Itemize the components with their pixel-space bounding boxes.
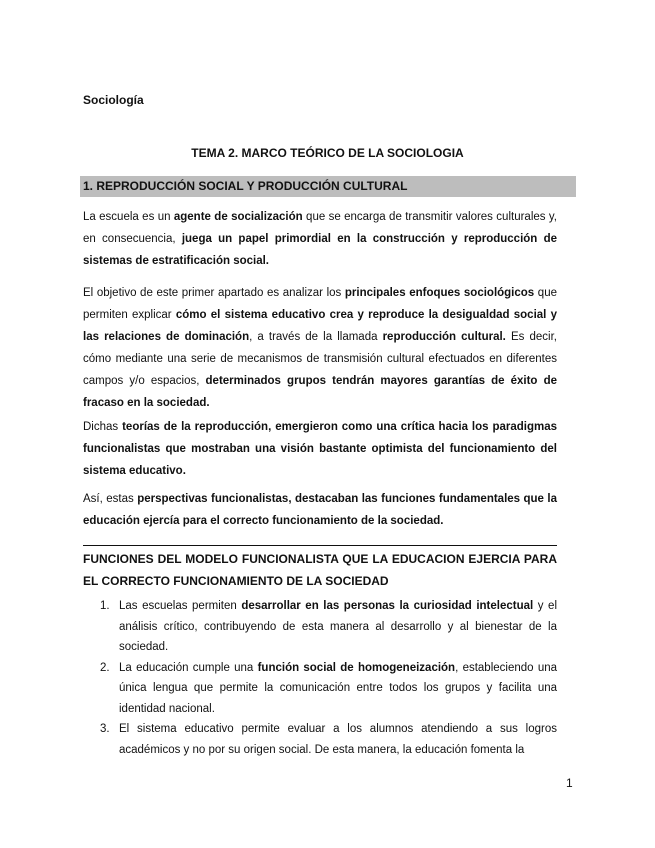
list-item-number: 3. (100, 723, 110, 735)
list-item-number: 2. (100, 661, 110, 674)
text-span: La educación cumple una (119, 661, 258, 674)
topic-title: TEMA 2. MARCO TEÓRICO DE LA SOCIOLOGIA (191, 146, 464, 160)
text-span: Dichas (83, 421, 123, 433)
subject-header: Sociología (83, 93, 144, 107)
paragraph-3 (83, 416, 557, 482)
text-span: El objetivo de este primer apartado es analizar los (83, 287, 345, 299)
bold-span: desarrollar en las personas la curiosidad intelectual (241, 600, 534, 612)
bold-span: juega un papel primordial en la construcción y reproducción de sistemas de estratificación social. (83, 233, 558, 267)
section-title-bar: 1. REPRODUCCIÓN SOCIAL Y PRODUCCIÓN CULTURAL (80, 176, 576, 197)
text-span: que se encarga de transmitir valores culturales y, en consecuencia, (83, 211, 557, 245)
bold-span: función social de homogeneización (257, 661, 456, 674)
bold-span: determinados grupos tendrán mayores garantías de éxito de fracaso en la sociedad. (83, 375, 557, 409)
list-item-number: 1. (100, 600, 110, 612)
paragraph-2 (83, 282, 557, 414)
list-item (83, 596, 557, 658)
paragraph-4 (83, 488, 557, 532)
text-span: Así, estas (83, 493, 138, 505)
text-span: que permiten explicar (83, 287, 557, 321)
text-span: y el análisis crítico, contribuyendo de esta manera al desarrollo y al bienestar de la sociedad. (119, 600, 557, 653)
text-span: , estableciendo una única lengua que permite la comunicación entre todos los grupos y facilita una identidad nacional. (119, 661, 558, 715)
bold-span: principales enfoques sociológicos (344, 287, 535, 299)
bold-span: perspectivas funcionalistas, destacaban las funciones fundamentales que la educación ejercía para el correcto funcionamiento de la sociedad. (83, 493, 557, 527)
text-span: Es decir, cómo mediante una serie de mecanismos de transmisión cultural efectuados en diferentes campos y/o espacios, (83, 331, 557, 387)
text-span: La escuela es un (83, 211, 174, 223)
text-span: El sistema educativo permite evaluar a los alumnos atendiendo a sus logros académicos y no por su origen social. De esta manera, la educación fomenta la (119, 723, 557, 756)
bold-span: reproducción cultural. (382, 331, 506, 343)
bold-span: agente de socialización (173, 211, 303, 223)
section-divider (83, 545, 557, 546)
paragraph-1 (83, 206, 557, 272)
bold-span: cómo el sistema educativo crea y reproduce la desigualdad social y las relaciones de dominación (83, 309, 557, 343)
text-span: Las escuelas permiten (119, 600, 242, 612)
functions-heading: FUNCIONES DEL MODELO FUNCIONALISTA QUE LA EDUCACION EJERCIA PARA EL CORRECTO FUNCIONAMIENTO DE LA SOCIEDAD (83, 552, 557, 588)
functions-list (83, 596, 557, 760)
list-item (83, 719, 557, 760)
bold-span: teorías de la reproducción, emergieron como una crítica hacia los paradigmas funcionalistas que mostraban una visión bastante optimista del funcionamiento del sistema educativo. (83, 421, 557, 477)
text-span: , a través de la llamada (249, 331, 383, 343)
list-item (83, 658, 557, 720)
page-number: 1 (566, 776, 573, 790)
